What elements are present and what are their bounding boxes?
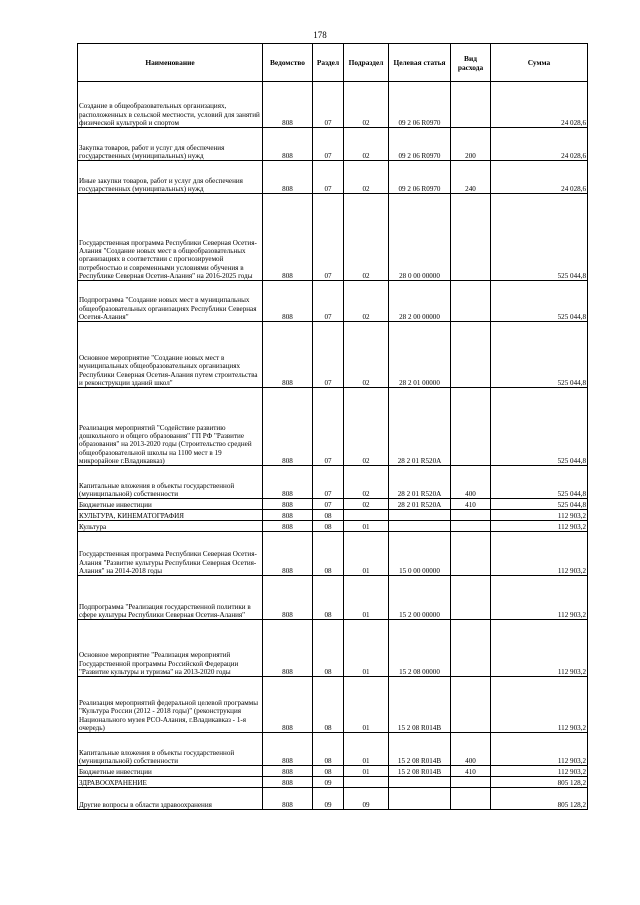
row-sum-cell: 24 028,6 [491,128,588,161]
row-name-cell: Бюджетные инвестиции [78,766,263,777]
table-row [78,194,588,281]
table-row [78,777,588,788]
row-department-cell: 808 [263,322,313,388]
row-department-cell: 808 [263,521,313,532]
row-section-cell: 07 [313,322,344,388]
row-expense-type-cell: 410 [451,766,491,777]
row-sum-cell: 805 128,2 [491,777,588,788]
row-expense-type-cell [451,620,491,677]
row-expense-type-cell [451,532,491,576]
row-sum-cell: 24 028,6 [491,161,588,194]
row-name-cell: Закупка товаров, работ и услуг для обеспечения государственных (муниципальных) нужд [78,128,263,161]
col-header-department: Ведомство [263,44,313,82]
row-subsection-cell: 01 [344,532,389,576]
row-name-cell: Реализация мероприятий "Содействие развитию дошкольного и общего образования" ГП РФ "Развитие образования" на 2013-2020 годы (Строительство средней общеобразовательной школы на 1100 мест в 19 микрорайоне г.Владикавказ) [78,388,263,466]
row-sum-cell: 525 044,8 [491,388,588,466]
table-row [78,281,588,322]
col-header-target-article: Целевая статья [389,44,451,82]
row-sum-cell: 112 903,2 [491,510,588,521]
row-department-cell: 808 [263,733,313,766]
row-department-cell: 808 [263,788,313,810]
row-sum-cell: 525 044,8 [491,466,588,499]
row-target-article-cell: 15 2 08 R014B [389,677,451,733]
row-expense-type-cell [451,194,491,281]
row-expense-type-cell [451,521,491,532]
row-expense-type-cell: 240 [451,161,491,194]
row-target-article-cell: 15 0 00 00000 [389,532,451,576]
row-name-cell: Капитальные вложения в объекты государственной (муниципальной) собственности [78,733,263,766]
row-name-cell: Создание в общеобразовательных организациях, расположенных в сельской местности, условий для занятий физической культурой и спортом [78,82,263,128]
row-section-cell: 07 [313,388,344,466]
table-row [78,466,588,499]
row-expense-type-cell [451,388,491,466]
row-section-cell: 09 [313,788,344,810]
row-expense-type-cell [451,82,491,128]
row-subsection-cell: 01 [344,766,389,777]
row-sum-cell: 112 903,2 [491,576,588,620]
row-subsection-cell: 02 [344,466,389,499]
row-department-cell: 808 [263,194,313,281]
row-name-cell: Государственная программа Республики Северная Осетия-Алания "Развитие культуры Республики Северная Осетия-Алания" на 2014-2018 годы [78,532,263,576]
budget-table [77,43,588,810]
row-name-cell: КУЛЬТУРА, КИНЕМАТОГРАФИЯ [78,510,263,521]
row-department-cell: 808 [263,677,313,733]
row-department-cell: 808 [263,82,313,128]
row-subsection-cell: 01 [344,620,389,677]
row-sum-cell: 112 903,2 [491,620,588,677]
row-department-cell: 808 [263,777,313,788]
row-section-cell: 07 [313,128,344,161]
row-subsection-cell: 02 [344,499,389,510]
row-sum-cell: 525 044,8 [491,499,588,510]
table-row [78,128,588,161]
row-section-cell: 08 [313,733,344,766]
row-subsection-cell: 01 [344,521,389,532]
row-target-article-cell: 09 2 06 R0970 [389,128,451,161]
row-subsection-cell: 02 [344,194,389,281]
row-department-cell: 808 [263,510,313,521]
col-header-expense-type: Вид расхода [451,44,491,82]
row-expense-type-cell [451,281,491,322]
row-section-cell: 07 [313,82,344,128]
row-section-cell: 07 [313,194,344,281]
table-row [78,499,588,510]
table-row [78,521,588,532]
row-sum-cell: 112 903,2 [491,521,588,532]
row-target-article-cell: 28 2 00 00000 [389,281,451,322]
row-subsection-cell: 01 [344,733,389,766]
row-name-cell: Капитальные вложения в объекты государственной (муниципальной) собственности [78,466,263,499]
table-row [78,576,588,620]
row-target-article-cell: 28 0 00 00000 [389,194,451,281]
row-target-article-cell [389,510,451,521]
row-target-article-cell [389,777,451,788]
row-section-cell: 07 [313,161,344,194]
row-name-cell: Культура [78,521,263,532]
row-name-cell: ЗДРАВООХРАНЕНИЕ [78,777,263,788]
row-subsection-cell: 01 [344,576,389,620]
row-subsection-cell: 02 [344,82,389,128]
row-section-cell: 07 [313,281,344,322]
row-expense-type-cell: 400 [451,733,491,766]
row-section-cell: 08 [313,532,344,576]
row-target-article-cell: 28 2 01 R520A [389,466,451,499]
row-subsection-cell [344,777,389,788]
row-name-cell: Другие вопросы в области здравоохранения [78,788,263,810]
row-sum-cell: 112 903,2 [491,733,588,766]
table-row [78,766,588,777]
row-expense-type-cell [451,788,491,810]
row-name-cell: Государственная программа Республики Северная Осетия-Алания "Создание новых мест в общеобразовательных организациях в соответствии с прогнозируемой потребностью и современными условиями обучения в Республике Северная Осетия-Алания" на 2016-2025 годы [78,194,263,281]
row-name-cell: Бюджетные инвестиции [78,499,263,510]
row-section-cell: 08 [313,677,344,733]
table-row [78,510,588,521]
row-expense-type-cell [451,576,491,620]
row-name-cell: Подпрограмма "Создание новых мест в муниципальных общеобразовательных организациях Республики Северная Осетия-Алания" [78,281,263,322]
row-sum-cell: 24 028,6 [491,82,588,128]
row-sum-cell: 525 044,8 [491,194,588,281]
col-header-name: Наименование [78,44,263,82]
table-row [78,532,588,576]
row-department-cell: 808 [263,532,313,576]
table-row [78,788,588,810]
table-header-row [78,44,588,82]
row-subsection-cell: 02 [344,322,389,388]
row-subsection-cell [344,510,389,521]
row-sum-cell: 525 044,8 [491,281,588,322]
row-sum-cell: 112 903,2 [491,532,588,576]
row-subsection-cell: 09 [344,788,389,810]
row-department-cell: 808 [263,499,313,510]
row-expense-type-cell [451,677,491,733]
row-sum-cell: 805 128,2 [491,788,588,810]
row-department-cell: 808 [263,620,313,677]
row-department-cell: 808 [263,576,313,620]
row-expense-type-cell: 400 [451,466,491,499]
table-row [78,677,588,733]
row-department-cell: 808 [263,161,313,194]
row-target-article-cell: 09 2 06 R0970 [389,82,451,128]
col-header-section: Раздел [313,44,344,82]
row-name-cell: Подпрограмма "Реализация государственной политики в сфере культуры Республики Северная Осетия-Алания" [78,576,263,620]
row-department-cell: 808 [263,388,313,466]
row-subsection-cell: 02 [344,128,389,161]
row-department-cell: 808 [263,466,313,499]
col-header-sum: Сумма [491,44,588,82]
table-row [78,733,588,766]
row-subsection-cell: 01 [344,677,389,733]
row-department-cell: 808 [263,766,313,777]
row-subsection-cell: 02 [344,161,389,194]
row-name-cell: Иные закупки товаров, работ и услуг для обеспечения государственных (муниципальных) нужд [78,161,263,194]
row-section-cell: 07 [313,466,344,499]
row-section-cell: 09 [313,777,344,788]
row-expense-type-cell [451,322,491,388]
row-expense-type-cell [451,510,491,521]
row-target-article-cell: 15 2 08 R014B [389,733,451,766]
table-row [78,620,588,677]
row-expense-type-cell: 410 [451,499,491,510]
row-target-article-cell: 15 2 08 00000 [389,620,451,677]
row-section-cell: 08 [313,576,344,620]
row-target-article-cell [389,788,451,810]
table-row [78,388,588,466]
row-subsection-cell: 02 [344,388,389,466]
row-sum-cell: 525 044,8 [491,322,588,388]
row-sum-cell: 112 903,2 [491,677,588,733]
row-sum-cell: 112 903,2 [491,766,588,777]
row-target-article-cell: 28 2 01 R520A [389,499,451,510]
page-number: 178 [313,30,327,40]
row-target-article-cell: 28 2 01 R520A [389,388,451,466]
col-header-subsection: Подраздел [344,44,389,82]
row-expense-type-cell [451,777,491,788]
table-row [78,161,588,194]
row-name-cell: Основное мероприятие "Создание новых мест в муниципальных общеобразовательных организациях Республики Северная Осетия-Алания путем строительства и реконструкции зданий школ" [78,322,263,388]
row-section-cell: 08 [313,521,344,532]
table-row [78,82,588,128]
row-expense-type-cell: 200 [451,128,491,161]
row-department-cell: 808 [263,281,313,322]
row-target-article-cell [389,521,451,532]
row-department-cell: 808 [263,128,313,161]
row-section-cell: 08 [313,510,344,521]
row-target-article-cell: 28 2 01 00000 [389,322,451,388]
row-section-cell: 08 [313,766,344,777]
row-target-article-cell: 15 2 08 R014B [389,766,451,777]
row-target-article-cell: 09 2 06 R0970 [389,161,451,194]
row-name-cell: Реализация мероприятий федеральной целевой программы "Культура России (2012 - 2018 годы)" (реконструкция Национального музея РСО-Алания, г.Владикавказ - 1-я очередь) [78,677,263,733]
row-name-cell: Основное мероприятие "Реализация мероприятий Государственной программы Российской Федерации "Развитие культуры и туризма" на 2013-2020 годы [78,620,263,677]
row-section-cell: 08 [313,620,344,677]
table-row [78,322,588,388]
row-target-article-cell: 15 2 00 00000 [389,576,451,620]
row-section-cell: 07 [313,499,344,510]
row-subsection-cell: 02 [344,281,389,322]
